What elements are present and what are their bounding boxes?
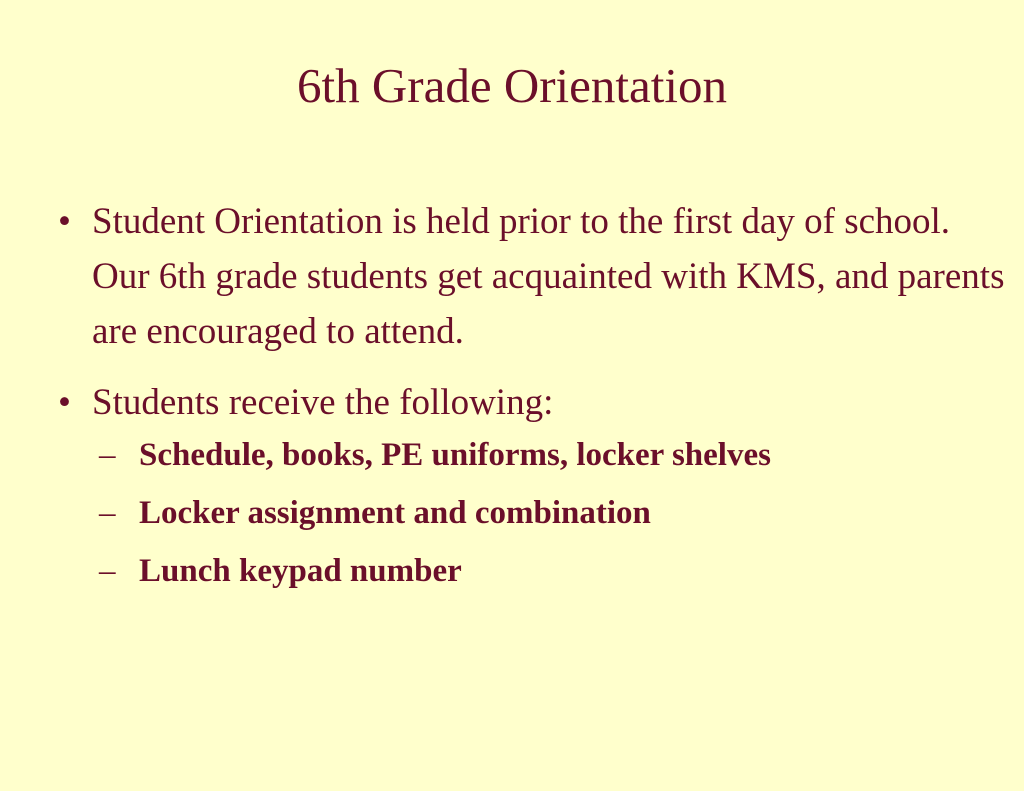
bullet-text: Students receive the following:	[92, 382, 554, 423]
sub-bullet-item	[99, 494, 1018, 532]
sub-bullet-text: Lunch keypad number	[139, 553, 462, 589]
sub-bullet-text: Locker assignment and combination	[139, 495, 651, 531]
bullet-text: Student Orientation is held prior to the first day of school. Our 6th grade students get acquainted with KMS, and parents are encouraged to attend.	[92, 201, 1014, 352]
sub-bullet-item	[99, 436, 1018, 474]
bullet-item	[58, 194, 1018, 359]
bullet-list	[58, 194, 1018, 610]
sub-bullet-item	[99, 552, 1018, 590]
bullet-item	[58, 375, 1018, 590]
sub-bullet-marker: –	[99, 495, 116, 531]
bullet-marker: •	[58, 201, 71, 242]
sub-bullet-text: Schedule, books, PE uniforms, locker shelves	[139, 437, 771, 473]
slide-title: 6th Grade Orientation	[297, 58, 727, 113]
sub-bullet-marker: –	[99, 437, 116, 473]
sub-bullet-marker: –	[99, 553, 116, 589]
bullet-marker: •	[58, 382, 71, 423]
sub-bullet-list	[92, 436, 1018, 590]
